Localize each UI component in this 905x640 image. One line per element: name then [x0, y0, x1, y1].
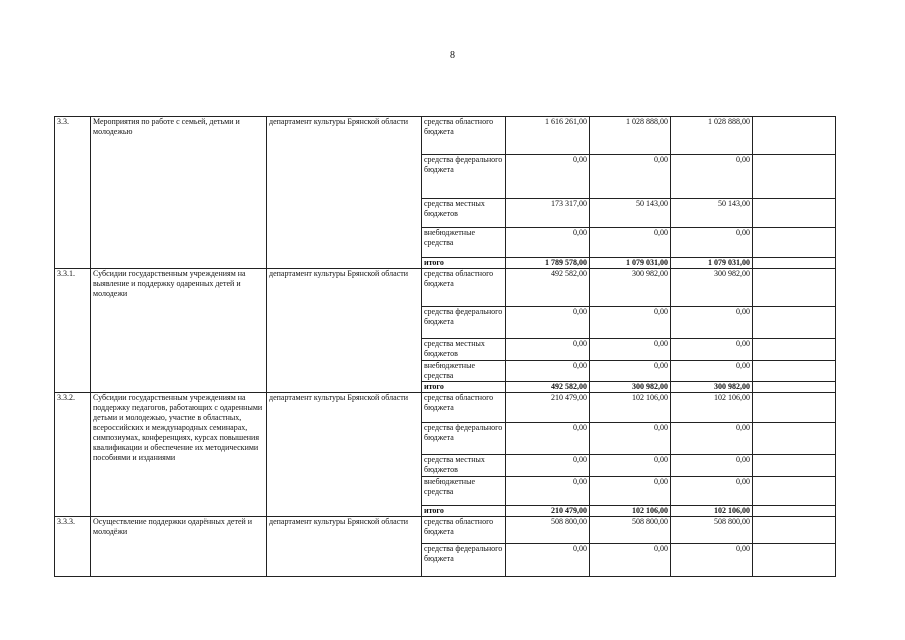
amount-year-1: 0,00: [506, 155, 590, 199]
item-name: Субсидии государственным учреждениям на выявление и поддержку одаренных детей и молодежи: [91, 269, 267, 393]
funding-source: средства областного бюджета: [422, 117, 506, 155]
amount-year-2: 0,00: [590, 228, 671, 258]
amount-year-1: 0,00: [506, 307, 590, 339]
empty-cell: [753, 423, 836, 455]
funding-source: средства местных бюджетов: [422, 339, 506, 361]
table-row: [55, 393, 836, 423]
amount-year-2: 0,00: [590, 423, 671, 455]
amount-year-2: 0,00: [590, 155, 671, 199]
empty-cell: [753, 117, 836, 155]
funding-source: средства местных бюджетов: [422, 455, 506, 477]
empty-cell: [753, 269, 836, 307]
amount-year-1: 492 582,00: [506, 269, 590, 307]
amount-year-1: 1 789 578,00: [506, 258, 590, 269]
amount-year-3: 300 982,00: [671, 269, 753, 307]
amount-year-1: 210 479,00: [506, 506, 590, 517]
item-name: Осуществление поддержки одарённых детей и молодёжи: [91, 517, 267, 577]
page-number: 8: [450, 50, 455, 61]
funding-source: средства федерального бюджета: [422, 155, 506, 199]
amount-year-2: 1 028 888,00: [590, 117, 671, 155]
item-code: 3.3.1.: [55, 269, 91, 393]
amount-year-3: 0,00: [671, 155, 753, 199]
amount-year-3: 50 143,00: [671, 199, 753, 228]
funding-source: средства областного бюджета: [422, 269, 506, 307]
amount-year-3: 102 106,00: [671, 393, 753, 423]
empty-cell: [753, 477, 836, 506]
funding-source: внебюджетные средства: [422, 228, 506, 258]
item-name: Мероприятия по работе с семьей, детьми и молодежью: [91, 117, 267, 269]
empty-cell: [753, 506, 836, 517]
empty-cell: [753, 258, 836, 269]
funding-source: итого: [422, 506, 506, 517]
amount-year-2: 50 143,00: [590, 199, 671, 228]
amount-year-3: 0,00: [671, 455, 753, 477]
amount-year-2: 0,00: [590, 361, 671, 382]
amount-year-2: 1 079 031,00: [590, 258, 671, 269]
empty-cell: [753, 382, 836, 393]
amount-year-1: 0,00: [506, 361, 590, 382]
amount-year-2: 0,00: [590, 307, 671, 339]
funding-source: средства федерального бюджета: [422, 544, 506, 577]
amount-year-2: 102 106,00: [590, 506, 671, 517]
funding-source: средства областного бюджета: [422, 517, 506, 544]
empty-cell: [753, 339, 836, 361]
funding-source: внебюджетные средства: [422, 477, 506, 506]
amount-year-2: 300 982,00: [590, 382, 671, 393]
item-code: 3.3.3.: [55, 517, 91, 577]
table-row: [55, 269, 836, 307]
item-code: 3.3.: [55, 117, 91, 269]
amount-year-1: 0,00: [506, 228, 590, 258]
amount-year-2: 508 800,00: [590, 517, 671, 544]
amount-year-3: 0,00: [671, 228, 753, 258]
empty-cell: [753, 544, 836, 577]
responsible-department: департамент культуры Брянской области: [267, 393, 422, 517]
amount-year-3: 102 106,00: [671, 506, 753, 517]
amount-year-1: 0,00: [506, 544, 590, 577]
amount-year-2: 0,00: [590, 339, 671, 361]
amount-year-1: 0,00: [506, 477, 590, 506]
item-code: 3.3.2.: [55, 393, 91, 517]
amount-year-3: 0,00: [671, 339, 753, 361]
funding-source: итого: [422, 258, 506, 269]
empty-cell: [753, 517, 836, 544]
amount-year-1: 508 800,00: [506, 517, 590, 544]
funding-source: средства местных бюджетов: [422, 199, 506, 228]
amount-year-1: 210 479,00: [506, 393, 590, 423]
amount-year-3: 300 982,00: [671, 382, 753, 393]
amount-year-2: 300 982,00: [590, 269, 671, 307]
amount-year-3: 1 028 888,00: [671, 117, 753, 155]
table-row: [55, 517, 836, 544]
funding-source: средства областного бюджета: [422, 393, 506, 423]
amount-year-3: 0,00: [671, 477, 753, 506]
funding-source: средства федерального бюджета: [422, 307, 506, 339]
empty-cell: [753, 307, 836, 339]
responsible-department: департамент культуры Брянской области: [267, 117, 422, 269]
empty-cell: [753, 393, 836, 423]
funding-source: средства федерального бюджета: [422, 423, 506, 455]
amount-year-3: 0,00: [671, 423, 753, 455]
empty-cell: [753, 455, 836, 477]
amount-year-1: 0,00: [506, 339, 590, 361]
empty-cell: [753, 228, 836, 258]
amount-year-2: 0,00: [590, 455, 671, 477]
amount-year-3: 1 079 031,00: [671, 258, 753, 269]
empty-cell: [753, 361, 836, 382]
empty-cell: [753, 199, 836, 228]
amount-year-3: 508 800,00: [671, 517, 753, 544]
amount-year-1: 0,00: [506, 455, 590, 477]
amount-year-3: 0,00: [671, 544, 753, 577]
amount-year-3: 0,00: [671, 361, 753, 382]
amount-year-1: 492 582,00: [506, 382, 590, 393]
amount-year-1: 0,00: [506, 423, 590, 455]
empty-cell: [753, 155, 836, 199]
responsible-department: департамент культуры Брянской области: [267, 517, 422, 577]
funding-source: внебюджетные средства: [422, 361, 506, 382]
amount-year-3: 0,00: [671, 307, 753, 339]
amount-year-1: 1 616 261,00: [506, 117, 590, 155]
amount-year-2: 0,00: [590, 544, 671, 577]
amount-year-2: 0,00: [590, 477, 671, 506]
item-name: Субсидии государственным учреждениям на поддержку педагогов, работающих с одаренными детьми и молодежью, участие в областных, всероссийских и международных семинарах, симпозиумах, конференциях, курсах повышения квалификации и обеспечение их методическими пособиями и изданиями: [91, 393, 267, 517]
table-row: [55, 117, 836, 155]
amount-year-1: 173 317,00: [506, 199, 590, 228]
amount-year-2: 102 106,00: [590, 393, 671, 423]
budget-table: [54, 116, 836, 577]
funding-source: итого: [422, 382, 506, 393]
responsible-department: департамент культуры Брянской области: [267, 269, 422, 393]
